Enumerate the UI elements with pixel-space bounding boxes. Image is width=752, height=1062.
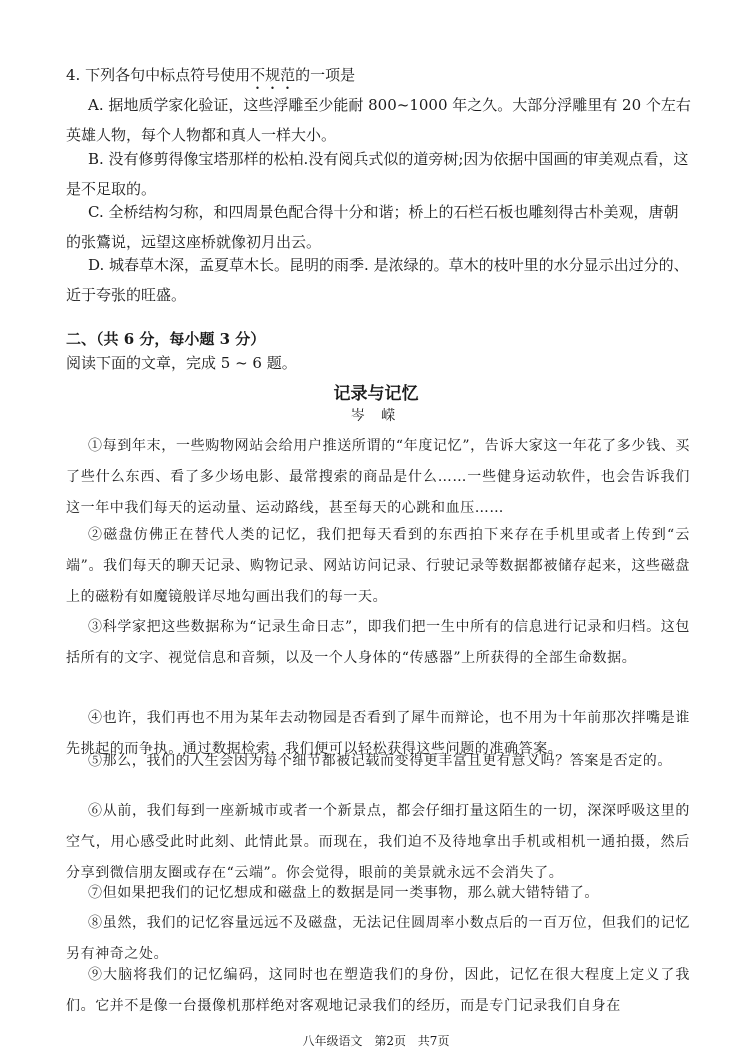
paragraph-9: ⑨大脑将我们的记忆编码，这同时也在塑造我们的身份，因此，记忆在很大程度上定义了我们。它并不是像一台摄像机那样绝对客观地记录我们的经历，而是专门记录我们自身在 xyxy=(66,967,690,1014)
section-2-heading: 二、（共 6 分，每小题 3 分） xyxy=(66,330,266,348)
question-4-title-after: 的一项是 xyxy=(295,66,356,84)
paragraph-2: ②磁盘仿佛正在替代人类的记忆，我们把每天看到的东西拍下来存在手机里或者上传到“云端”。我们每天的聊天记录、购物记录、网站访问记录、行驶记录等数据都被储存起来，这些磁盘上的磁粉有如魔镜般详尽地勾画出我们的每一天。 xyxy=(66,527,690,605)
paragraph-1: ①每到年末，一些购物网站会给用户推送所谓的“年度记忆”，告诉大家这一年花了多少钱、买了些什么东西、看了多少场电影、最常搜索的商品是什么……一些健身运动软件，也会告诉我们这一年中我们每天的运动量、运动路线，甚至每天的心跳和血压…… xyxy=(66,438,690,516)
section-2-intro: 阅读下面的文章，完成 5 ~ 6 题。 xyxy=(66,354,297,372)
option-d: D. 城春草木深，孟夏草木长。昆明的雨季. 是浓绿的。草木的枝叶里的水分显示出过分的、近于夸张的旺盛。 xyxy=(66,256,689,304)
paragraph-8: ⑧虽然，我们的记忆容量远远不及磁盘，无法记住圆周率小数点后的一百万位，但我们的记忆另有神奇之处。 xyxy=(66,915,690,962)
paragraph-6: ⑥从前，我们每到一座新城市或者一个新景点，都会仔细打量这陌生的一切，深深呼吸这里的空气，用心感受此时此刻、此情此景。而现在，我们迫不及待地拿出手机或相机一通拍摄，然后分享到微信朋友圈或存在“云端”。你会觉得，眼前的美景就永远不会消失了。 xyxy=(66,803,690,881)
question-4-emphasized-word: 不规范 xyxy=(250,66,296,84)
question-4-title xyxy=(66,64,355,93)
option-c: C. 全桥结构匀称，和四周景色配合得十分和谐；桥上的石栏石板也雕刻得古朴美观，唐朝的张鷟说，远望这座桥就像初月出云。 xyxy=(66,203,679,251)
article-title: 记录与记忆 xyxy=(333,384,419,404)
paragraph-4: ④也许，我们再也不用为某年去动物园是否看到了犀牛而辩论，也不用为十年前那次拌嘴是谁先挑起的而争执。通过数据检索，我们便可以轻松获得这些问题的准确答案。 xyxy=(66,710,690,757)
option-b: B. 没有修剪得像宝塔那样的松柏.没有阅兵式似的道旁树;因为依据中国画的审美观点看，这是不足取的。 xyxy=(66,150,689,198)
paragraph-7: ⑦但如果把我们的记忆想成和磁盘上的数据是同一类事物，那么就大错特错了。 xyxy=(88,885,599,901)
article-author: 岑 嵘 xyxy=(350,408,402,424)
option-a: A. 据地质学家化验证，这些浮雕至少能耐 800~1000 年之久。大部分浮雕里有 20 个左右英雄人物，每个人物都和真人一样大小。 xyxy=(66,96,691,144)
paragraph-3: ③科学家把这些数据称为“记录生命日志”，即我们把一生中所有的信息进行记录和归档。这包括所有的文字、视觉信息和音频，以及一个人身体的“传感器”上所获得的全部生命数据。 xyxy=(66,619,690,666)
question-4-title-before: 4. 下列各句中标点符号使用 xyxy=(66,66,251,84)
paragraph-5: ⑤那么，我们的人生会因为每个细节都被记载而变得更丰富且更有意义吗？答案是否定的。 xyxy=(88,753,672,769)
page-footer: 八年级语文 第2页 共7页 xyxy=(302,1034,450,1048)
